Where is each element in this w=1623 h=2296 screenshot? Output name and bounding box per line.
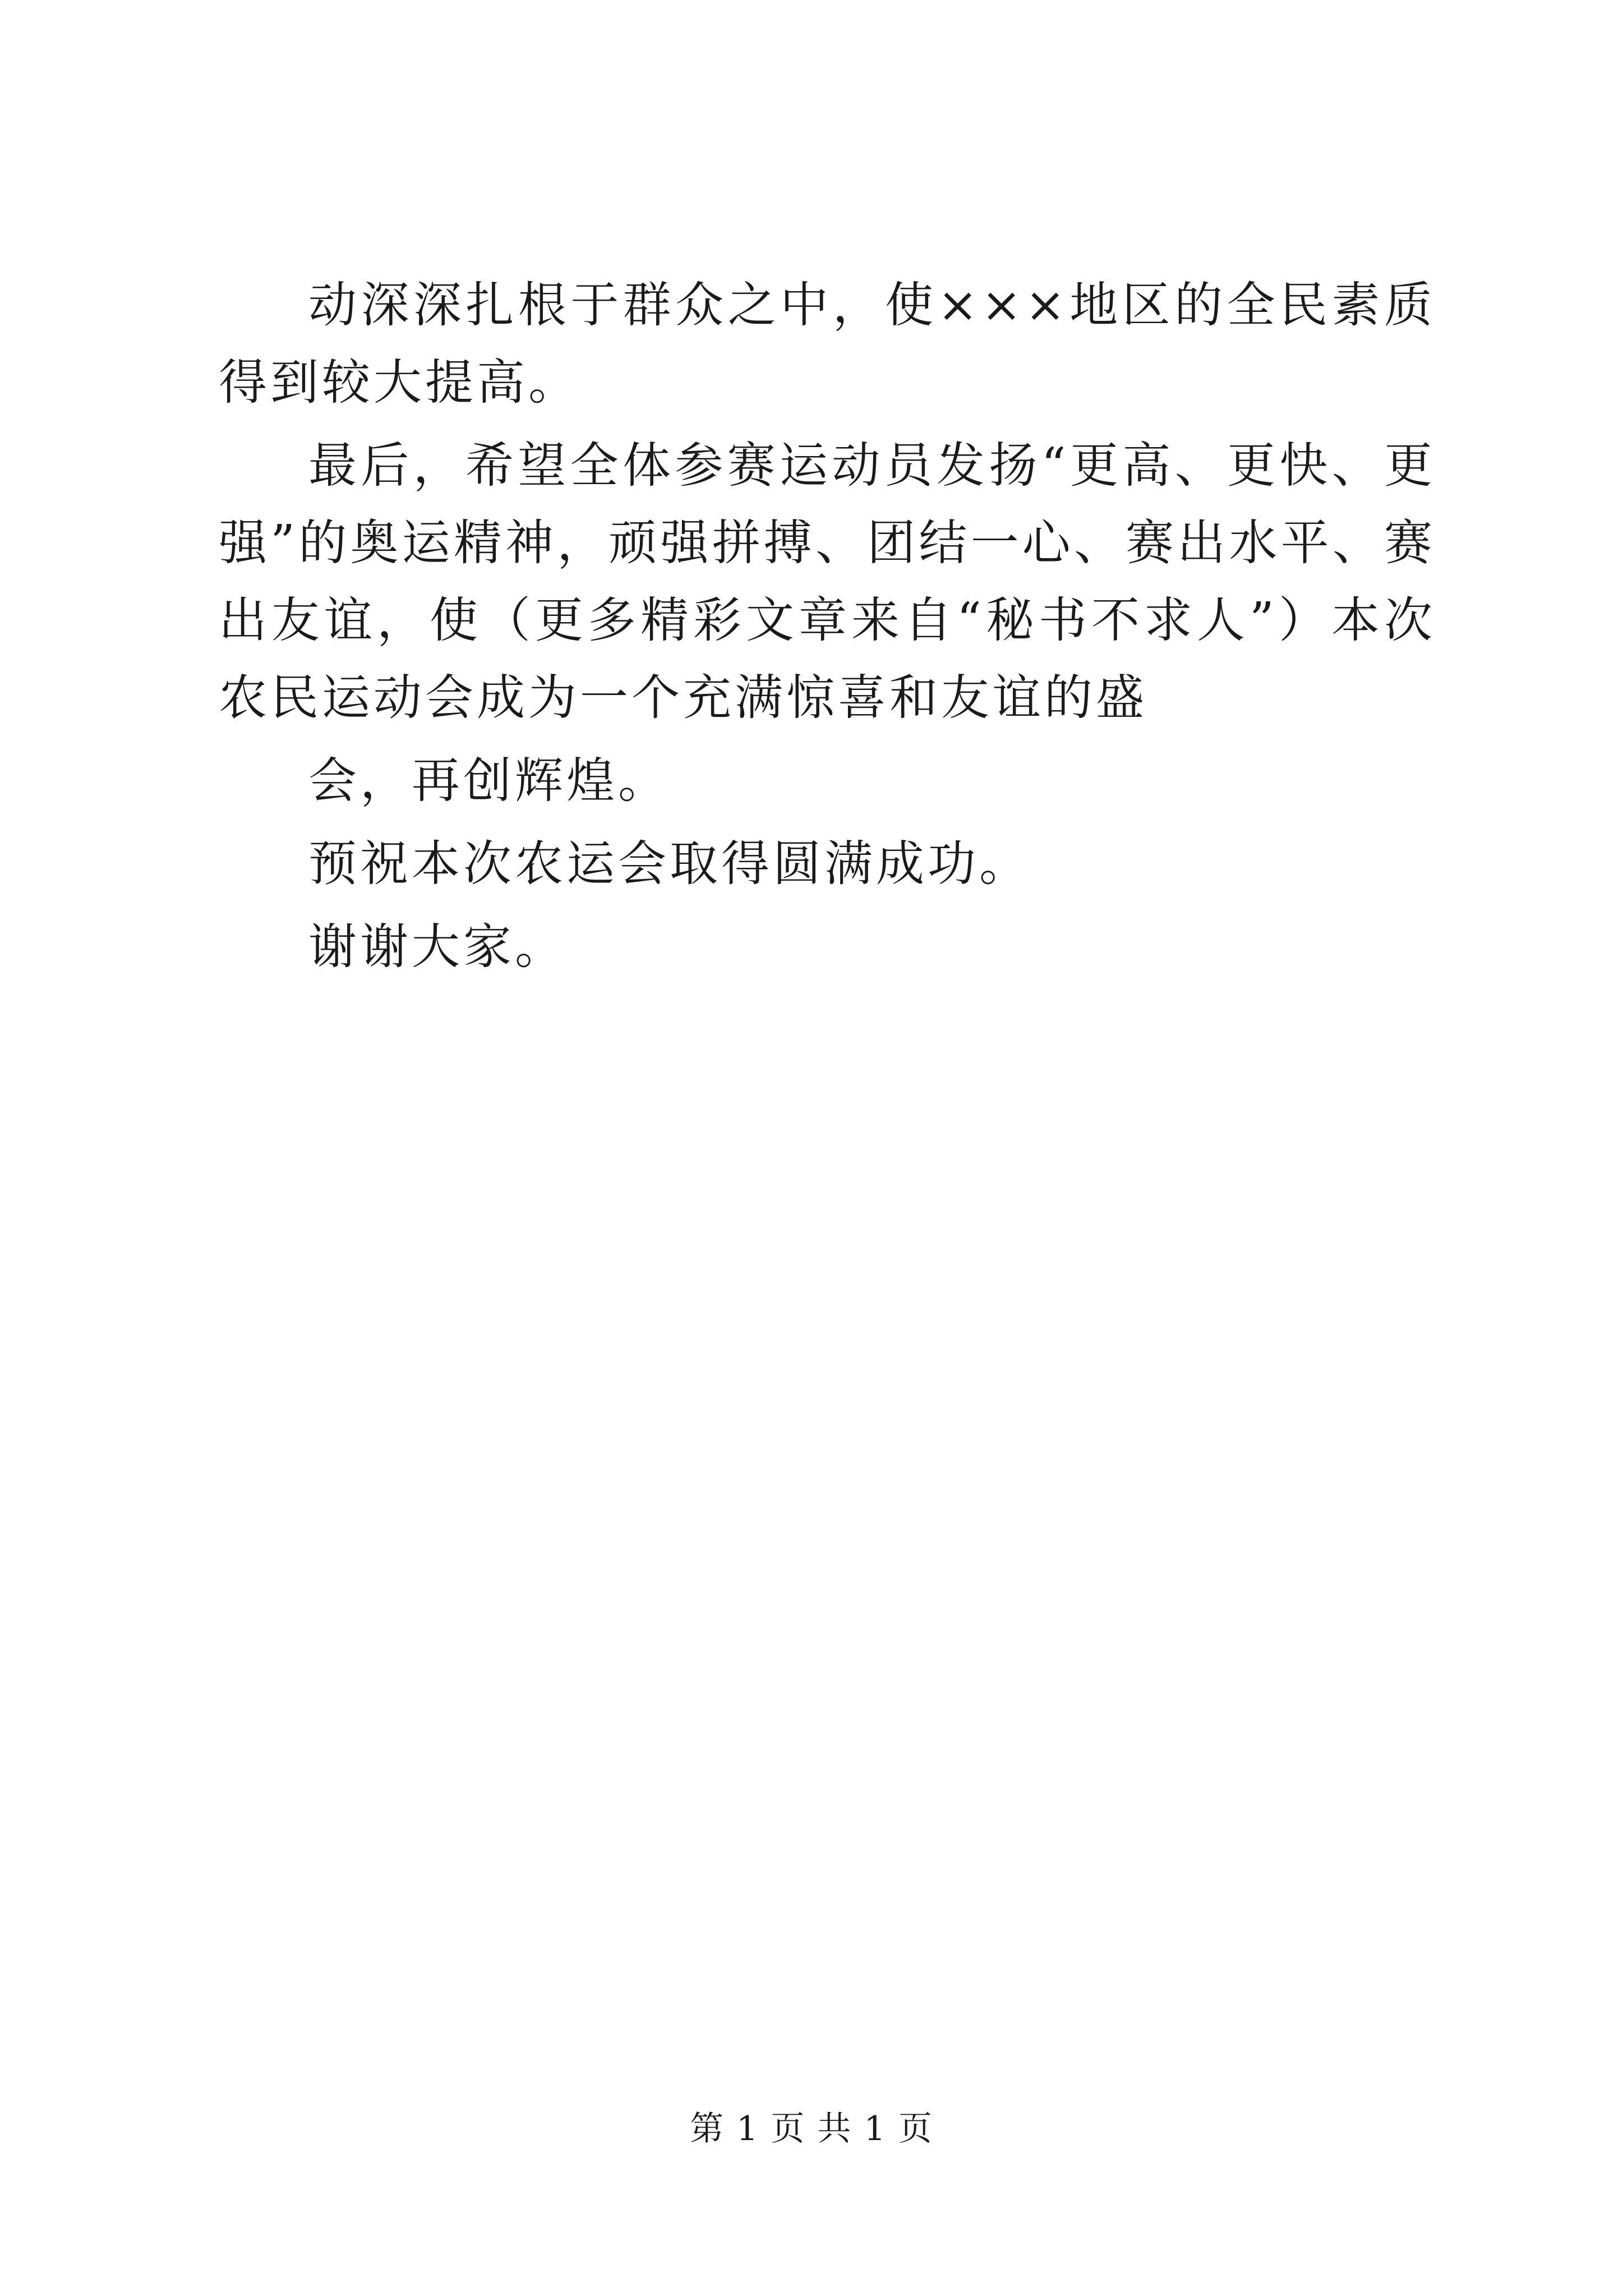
paragraph: 预祝本次农运会取得圆满成功。 <box>308 836 1031 892</box>
paragraph: 最后，希望全体参赛运动员发扬“更高、更快、更强”的奥运精神，顽强拼搏、团结一心、赛出水平、赛出友谊，使（更多精彩文章来自“秘书不求人”）本次农民运动会成为一个充满惊喜和友谊的盛 <box>219 438 1436 726</box>
paragraph: 会，再创辉煌。 <box>308 753 670 809</box>
paragraph: 谢谢大家。 <box>308 919 566 975</box>
paragraph: 动深深扎根于群众之中，使×××地区的全民素质得到较大提高。 <box>219 277 1436 411</box>
page-footer: 第 1 页 共 1 页 <box>690 2109 933 2148</box>
document-body <box>219 266 1436 991</box>
